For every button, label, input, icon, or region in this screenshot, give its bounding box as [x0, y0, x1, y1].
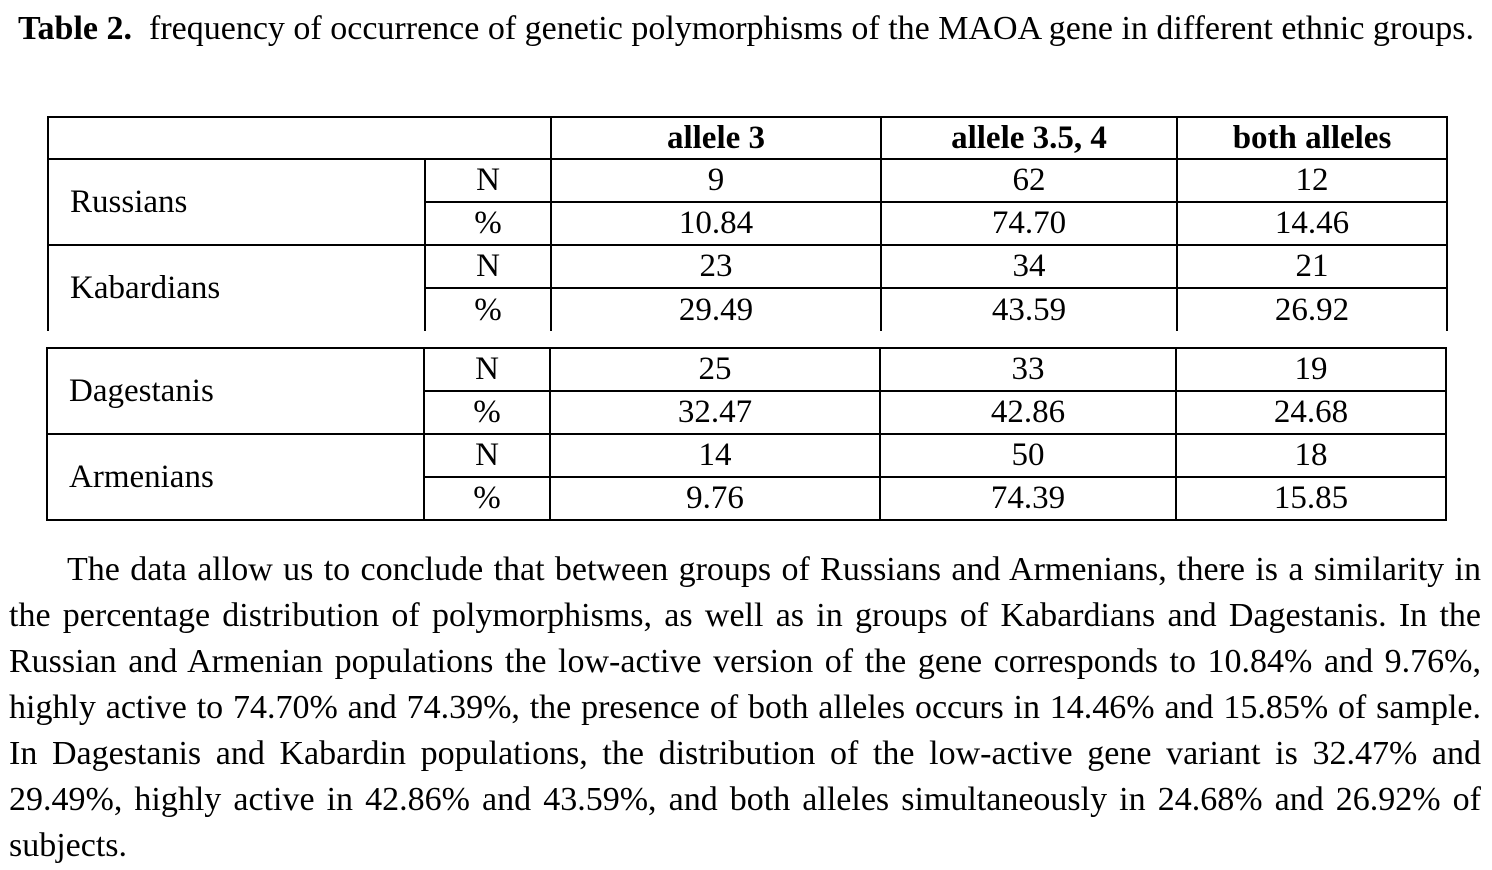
value-cell: 21 [1177, 245, 1447, 288]
table-caption-text: frequency of occurrence of genetic polymorphisms of the MAOA gene in different ethnic groups. [149, 10, 1474, 47]
table-caption [0, 8, 1492, 50]
body-paragraph: The data allow us to conclude that between groups of Russians and Armenians, there is a similarity in the percentage distribution of polymorphisms, as well as in groups of Kabardians and Dagestanis. In the Russian and Armenian populations the low-active version of the gene corresponds to 10.84% and 9.76%, highly active to 74.70% and 74.39%, the presence of both alleles occurs in 14.46% and 15.85% of sample. In Dagestanis and Kabardin populations, the distribution of the low-active gene variant is 32.47% and 29.49%, highly active in 42.86% and 43.59%, and both alleles simultaneously in 24.68% and 26.92% of subjects. [9, 551, 1481, 864]
value-cell: 33 [880, 348, 1176, 391]
stat-label: N [424, 348, 550, 391]
value-cell: 25 [550, 348, 880, 391]
stat-label: N [425, 245, 551, 288]
value-cell: 12 [1177, 159, 1447, 202]
value-cell: 50 [880, 434, 1176, 477]
header-allele-3-5-4: allele 3.5, 4 [881, 117, 1177, 159]
value-cell: 18 [1176, 434, 1446, 477]
frequency-table-part-2 [46, 347, 1447, 521]
value-cell: 10.84 [551, 202, 881, 245]
body-text [9, 547, 1481, 869]
table-row [48, 159, 1447, 202]
table-header-row [48, 117, 1447, 159]
stat-label: % [424, 477, 550, 520]
header-blank-cell [48, 117, 551, 159]
value-cell: 74.39 [880, 477, 1176, 520]
group-name-dagestanis: Dagestanis [47, 348, 424, 434]
stat-label: N [424, 434, 550, 477]
group-name-armenians: Armenians [47, 434, 424, 520]
value-cell: 74.70 [881, 202, 1177, 245]
value-cell: 32.47 [550, 391, 880, 434]
value-cell: 34 [881, 245, 1177, 288]
table-row [48, 245, 1447, 288]
value-cell: 62 [881, 159, 1177, 202]
stat-label: N [425, 159, 551, 202]
header-both-alleles: both alleles [1177, 117, 1447, 159]
frequency-table-part-1 [47, 116, 1448, 331]
stat-label: % [424, 391, 550, 434]
table-row [47, 434, 1446, 477]
value-cell: 15.85 [1176, 477, 1446, 520]
value-cell: 14.46 [1177, 202, 1447, 245]
value-cell: 43.59 [881, 288, 1177, 331]
value-cell: 24.68 [1176, 391, 1446, 434]
table-caption-label: Table 2. [18, 10, 133, 47]
value-cell: 23 [551, 245, 881, 288]
value-cell: 19 [1176, 348, 1446, 391]
header-allele-3: allele 3 [551, 117, 881, 159]
value-cell: 9 [551, 159, 881, 202]
value-cell: 14 [550, 434, 880, 477]
stat-label: % [425, 202, 551, 245]
stat-label: % [425, 288, 551, 331]
value-cell: 42.86 [880, 391, 1176, 434]
value-cell: 26.92 [1177, 288, 1447, 331]
value-cell: 29.49 [551, 288, 881, 331]
group-name-russians: Russians [48, 159, 425, 245]
table-row [47, 348, 1446, 391]
value-cell: 9.76 [550, 477, 880, 520]
group-name-kabardians: Kabardians [48, 245, 425, 331]
